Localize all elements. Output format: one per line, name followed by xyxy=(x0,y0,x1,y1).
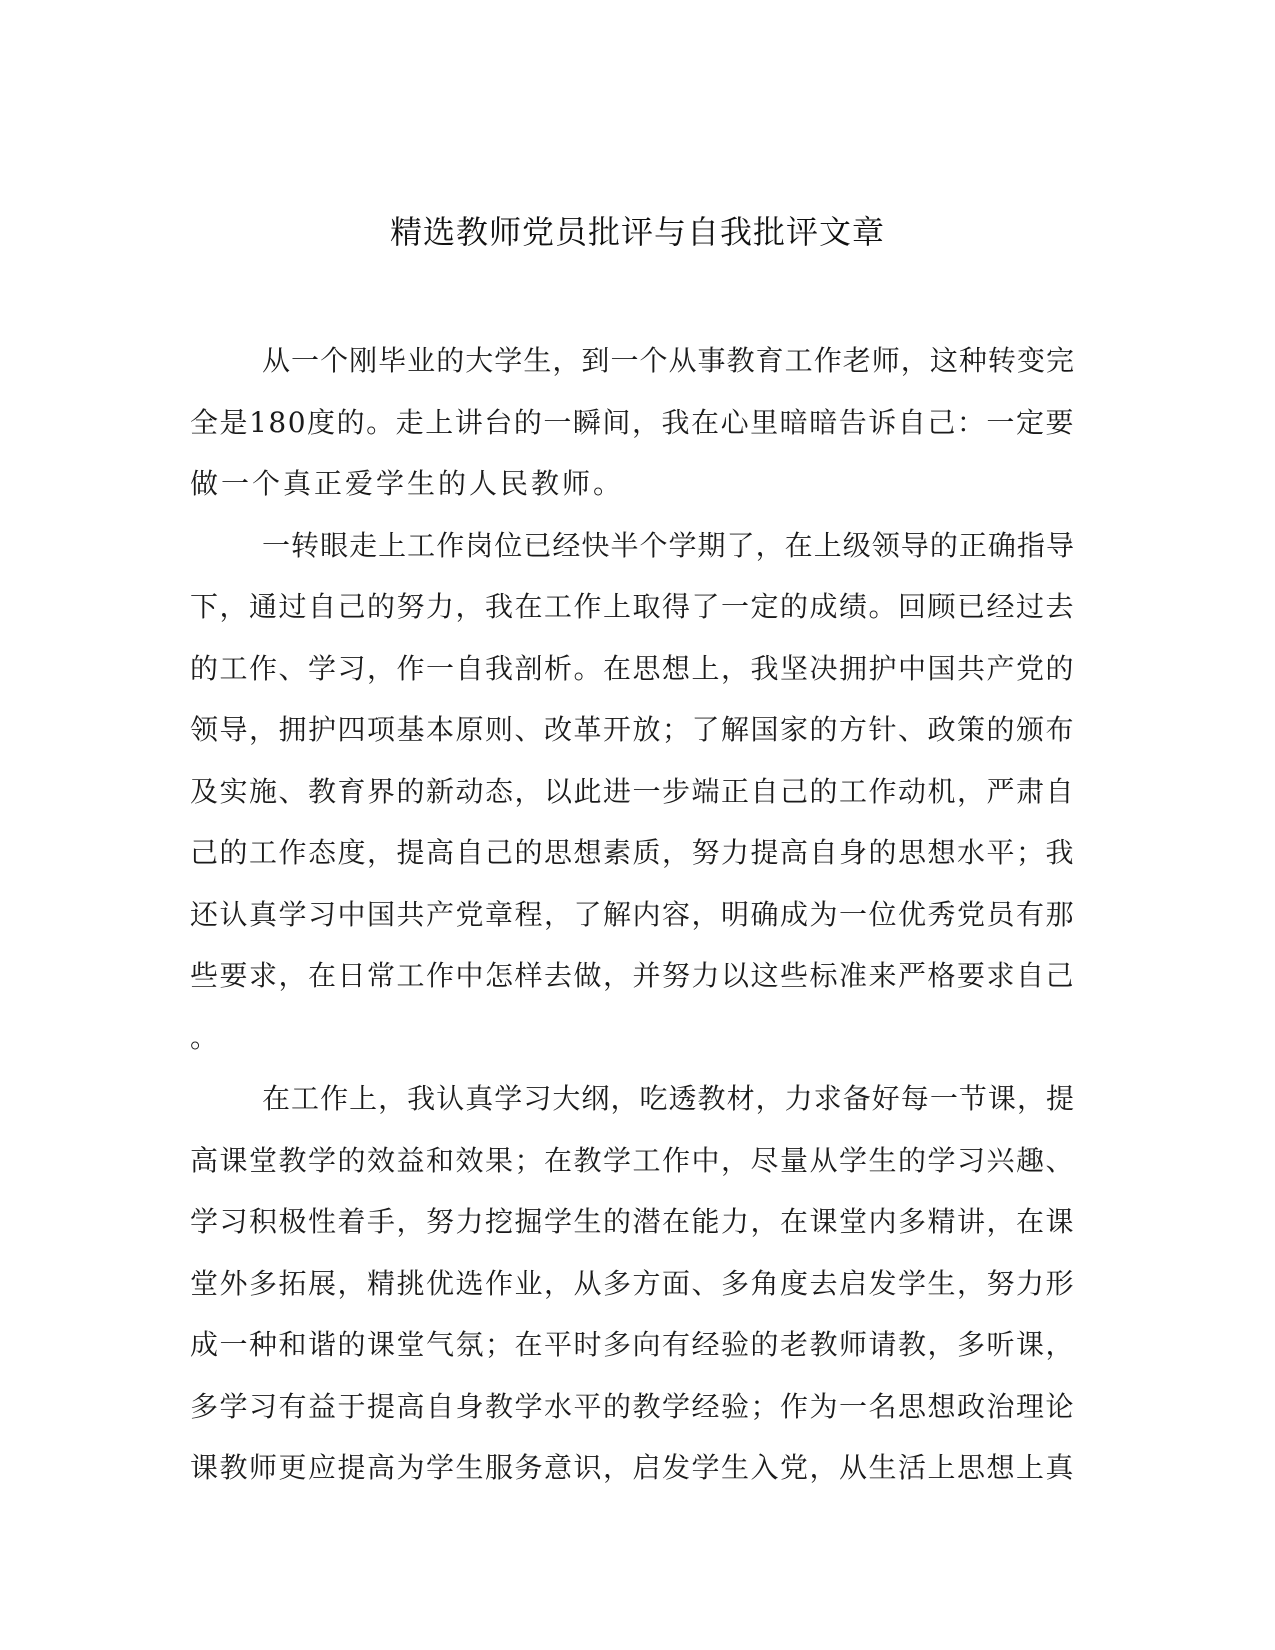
text-line: 及实施、教育界的新动态，以此进一步端正自己的工作动机，严肃自 xyxy=(190,774,1076,808)
paragraph-2 xyxy=(190,515,1075,1069)
document-title: 精选教师党员批评与自我批评文章 xyxy=(389,213,885,251)
text-line: 还认真学习中国共产党章程，了解内容，明确成为一位优秀党员有那 xyxy=(190,897,1076,931)
text-line: 高课堂教学的效益和效果；在教学工作中，尽量从学生的学习兴趣、 xyxy=(190,1143,1076,1177)
text-line: 领导，拥护四项基本原则、改革开放；了解国家的方针、政策的颁布 xyxy=(190,713,1076,746)
text-line: 课教师更应提高为学生服务意识，启发学生入党，从生活上思想上真 xyxy=(190,1451,1076,1484)
text-line: 堂外多拓展，精挑优选作业，从多方面、多角度去启发学生，努力形 xyxy=(190,1266,1076,1300)
document-body xyxy=(190,330,1075,1499)
text-line: 些要求，在日常工作中怎样去做，并努力以这些标准来严格要求自己 xyxy=(190,959,1076,992)
text-line: 己的工作态度，提高自己的思想素质，努力提高自身的思想水平；我 xyxy=(190,836,1076,869)
text-line: 。 xyxy=(190,1020,222,1054)
text-line: 从一个刚毕业的大学生，到一个从事教育工作老师，这种转变完 xyxy=(262,344,1075,377)
text-line: 全是180度的。走上讲台的一瞬间，我在心里暗暗告诉自己：一定要 xyxy=(190,405,1075,439)
text-line: 的工作、学习，作一自我剖析。在思想上，我坚决拥护中国共产党的 xyxy=(190,651,1076,685)
text-line: 一转眼走上工作岗位已经快半个学期了，在上级领导的正确指导 xyxy=(262,528,1075,562)
paragraph-1 xyxy=(190,330,1075,515)
text-line: 学习积极性着手，努力挖掘学生的潜在能力，在课堂内多精讲，在课 xyxy=(190,1205,1076,1238)
paragraph-3 xyxy=(190,1068,1075,1499)
text-line: 做一个真正爱学生的人民教师。 xyxy=(190,467,625,500)
text-line: 多学习有益于提高自身教学水平的教学经验；作为一名思想政治理论 xyxy=(190,1389,1076,1423)
text-line: 在工作上，我认真学习大纲，吃透教材，力求备好每一节课，提 xyxy=(262,1082,1075,1115)
text-line: 下，通过自己的努力，我在工作上取得了一定的成绩。回顾已经过去 xyxy=(190,590,1076,623)
text-line: 成一种和谐的课堂气氛；在平时多向有经验的老教师请教，多听课， xyxy=(190,1328,1076,1361)
